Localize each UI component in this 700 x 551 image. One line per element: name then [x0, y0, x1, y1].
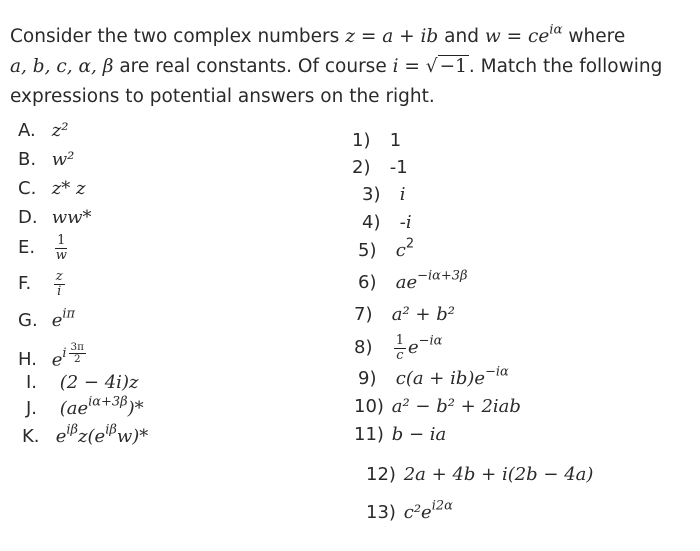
item-expr: z² — [51, 120, 69, 141]
exp-ia: iα — [549, 22, 563, 38]
list-item — [18, 342, 88, 370]
fraction — [54, 234, 69, 262]
item-expr: -i — [399, 212, 412, 233]
item-label: D. — [18, 207, 38, 228]
item-expr: 1 — [389, 130, 402, 151]
exp-fraction — [69, 342, 86, 365]
frac-den: c — [396, 347, 404, 363]
item-label: C. — [18, 178, 37, 199]
fraction — [54, 270, 65, 298]
frac-num: z — [55, 269, 63, 284]
intro-text-2: are real constants. Of course — [113, 56, 393, 77]
list-item — [362, 184, 406, 205]
equals-3: = — [398, 56, 426, 77]
item-exp: i2α — [431, 498, 453, 514]
item-expr: ww* — [51, 207, 92, 228]
frac-num: 1 — [395, 333, 404, 348]
sqrt-minus-one: √ −1 — [425, 56, 467, 77]
list-item — [352, 157, 408, 178]
item-base: c²e — [403, 502, 432, 523]
equals-1: = — [354, 26, 383, 47]
item-exp: −iα — [485, 364, 509, 380]
item-part: z(e — [78, 426, 106, 447]
list-item — [358, 364, 509, 389]
var-a: a — [382, 26, 394, 47]
list-item — [358, 236, 415, 261]
item-part: e — [55, 426, 67, 447]
list-item — [354, 396, 521, 417]
item-exp — [62, 341, 88, 365]
item-exp: −iα+3β — [417, 268, 468, 284]
item-label: H. — [18, 349, 37, 371]
list-item — [22, 422, 149, 447]
frac-den: w — [55, 247, 67, 263]
var-w: w — [484, 26, 501, 47]
item-label: 7) — [354, 304, 373, 325]
list-item — [354, 304, 455, 325]
var-i: i — [392, 56, 399, 77]
item-label: 6) — [358, 272, 377, 293]
item-label: 13) — [366, 502, 396, 523]
list-item — [366, 498, 453, 523]
intro-text-3: . Match the following expressions to potential answers on the right. — [10, 56, 663, 107]
item-base: e — [407, 337, 419, 359]
list-item — [18, 178, 85, 199]
item-label: 8) — [354, 337, 373, 359]
list-item — [18, 306, 76, 331]
exp-num: 3π — [70, 341, 84, 353]
item-expr: -1 — [389, 157, 408, 178]
item-base: e — [51, 310, 63, 331]
item-label: 1) — [352, 130, 371, 151]
list-item — [18, 207, 92, 228]
intro-where: where — [562, 26, 626, 47]
item-label: F. — [18, 273, 32, 295]
item-label: 10) — [354, 396, 384, 417]
item-label: J. — [26, 398, 38, 419]
item-label: E. — [18, 237, 36, 259]
item-expr: (2 − 4i)z — [59, 372, 139, 393]
item-label: 9) — [358, 368, 377, 389]
item-label: B. — [18, 149, 37, 170]
var-z: z — [345, 26, 355, 47]
frac-num: 1 — [57, 233, 66, 248]
equals-2: = — [500, 26, 528, 47]
item-expr: i — [399, 184, 406, 205]
item-exp: iβ — [66, 422, 79, 438]
item-expr: w² — [51, 149, 75, 170]
plus-sign: + — [393, 26, 421, 47]
radicand: −1 — [439, 56, 467, 77]
list-item — [18, 120, 68, 141]
item-label: 4) — [362, 212, 381, 233]
item-label: A. — [18, 120, 36, 141]
item-base: ae — [395, 272, 418, 293]
item-expr: a² − b² + 2iab — [391, 396, 521, 417]
item-label: I. — [26, 372, 38, 393]
item-exp: −iα — [418, 333, 443, 349]
list-item — [352, 130, 401, 151]
list-item — [26, 394, 144, 419]
item-label: 2) — [352, 157, 371, 178]
list-item — [366, 464, 593, 485]
item-exp: 2 — [405, 236, 415, 252]
exp-i: i — [62, 345, 67, 361]
item-base: c(a + ib)e — [395, 368, 486, 389]
item-expr: z* z — [51, 178, 86, 199]
item-expr: a² + b² — [391, 304, 455, 325]
item-tail: )* — [127, 398, 144, 419]
var-e: e — [538, 26, 550, 47]
item-exp: iπ — [62, 306, 76, 322]
list-item — [26, 372, 138, 393]
list-item — [354, 334, 442, 362]
item-exp: iα+3β — [88, 394, 128, 410]
item-part: w)* — [116, 426, 149, 447]
item-expr: b − ia — [391, 424, 447, 445]
intro-and: and — [438, 26, 485, 47]
list-item — [362, 212, 412, 233]
item-base: (ae — [59, 398, 89, 419]
item-expr: 2a + 4b + i(2b − 4a) — [403, 464, 594, 485]
fraction — [394, 334, 406, 362]
item-exp: iβ — [105, 422, 117, 438]
item-label: 5) — [358, 240, 377, 261]
list-item — [354, 424, 446, 445]
list-item — [18, 234, 71, 262]
problem-statement — [10, 22, 670, 112]
item-base: e — [51, 349, 63, 371]
item-label: 11) — [354, 424, 384, 445]
list-item — [18, 149, 74, 170]
intro-text-1: Consider the two complex numbers — [10, 26, 346, 47]
var-c: c — [527, 26, 539, 47]
var-ib: ib — [420, 26, 439, 47]
item-base: c — [395, 240, 406, 261]
list-item — [358, 268, 468, 293]
list-item — [18, 270, 67, 298]
item-label: K. — [22, 426, 40, 447]
constants-list: a, b, c, α, β — [10, 56, 114, 77]
item-label: G. — [18, 310, 38, 331]
frac-den: i — [57, 283, 62, 299]
item-label: 3) — [362, 184, 381, 205]
exp-den: 2 — [73, 352, 81, 365]
item-label: 12) — [366, 464, 396, 485]
